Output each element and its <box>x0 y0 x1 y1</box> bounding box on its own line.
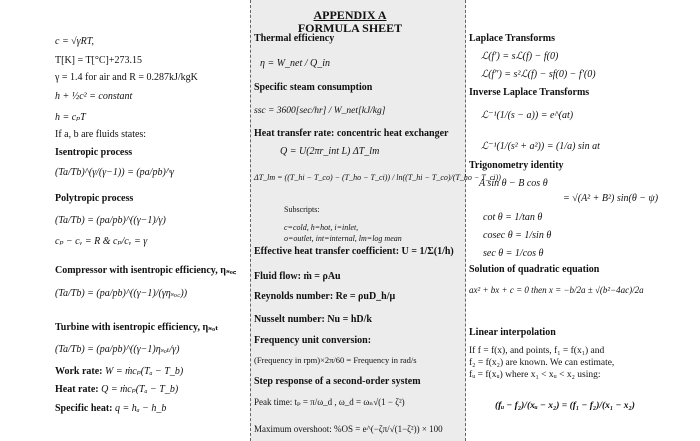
specific-heat-formula: q = hₐ − h_b <box>115 403 167 414</box>
fluid-flow: Fluid flow: ṁ = ρAu <box>254 271 341 282</box>
fluid-states-note: If a, b are fluids states: <box>55 129 147 140</box>
steam-consumption-heading: Specific steam consumption <box>254 82 373 93</box>
column-thermodynamics <box>0 0 250 441</box>
polytropic-heading: Polytropic process <box>55 193 134 204</box>
effective-htc: Effective heat transfer coefficient: U = 1/Σ(1/h) <box>254 246 454 257</box>
heat-transfer-formula: Q = U(2πr_int L) ΔT_lm <box>280 146 380 157</box>
subscripts-line-1: c=cold, h=hot, i=inlet, <box>284 223 359 232</box>
interpolation-text-3: fᵤ = f(xᵤ) where x₁ < xᵤ < x₂ using: <box>469 370 601 380</box>
specific-heat-label: Specific heat: <box>55 403 113 414</box>
quadratic-heading: Solution of quadratic equation <box>469 264 600 275</box>
stagnation-enthalpy: h + ½c² = constant <box>55 91 133 102</box>
laplace-first-derivative: ℒ(f′) = sℒ(f) − f(0) <box>481 51 559 62</box>
trig-identity-2: = √(A² + B²) sin(θ − ψ) <box>563 193 659 204</box>
isentropic-heading: Isentropic process <box>55 147 133 158</box>
thermal-efficiency-formula: η = W_net / Q_in <box>260 58 331 69</box>
trig-heading: Trigonometry identity <box>469 160 564 171</box>
peak-time-formula: Peak time: tₚ = π/ω_d , ω_d = ωₙ√(1 − ζ²) <box>254 397 405 407</box>
steam-consumption-formula: ssc = 3600[sec/hr] / W_net[kJ/kg] <box>254 106 386 116</box>
thermal-efficiency-heading: Thermal efficiency <box>254 33 335 44</box>
turbine-formula: (Ta/Tb) = (pa/pb)^((γ−1)ηₛₒₜ/γ) <box>55 344 180 355</box>
inverse-laplace-sin: ℒ⁻¹(1/(s² + a²)) = (1/a) sin at <box>481 141 600 152</box>
heat-transfer-heading: Heat transfer rate: concentric heat exchanger <box>254 128 449 139</box>
interpolation-text-2: f₂ = f(x₂) are known. We can estimate, <box>469 358 615 368</box>
turbine-heading: Turbine with isentropic efficiency, ηₛₒₜ <box>55 322 219 333</box>
sec-identity: sec θ = 1/cos θ <box>483 248 544 259</box>
laplace-heading: Laplace Transforms <box>469 33 556 44</box>
polytropic-formula: (Ta/Tb) = (pa/pb)^((γ−1)/γ) <box>55 215 166 226</box>
compressor-heading: Compressor with isentropic efficiency, ηₛₒ꜀ <box>55 265 237 276</box>
work-rate-formula: W = ṁcₚ(Tₐ − T_b) <box>105 366 184 377</box>
appendix-title: APPENDIX A <box>313 8 387 22</box>
subscripts-line-2: o=outlet, int=internal, lm=log mean <box>284 234 402 243</box>
inverse-laplace-exp: ℒ⁻¹(1/(s − a)) = e^(at) <box>481 110 574 121</box>
cot-identity: cot θ = 1/tan θ <box>483 212 543 223</box>
trig-identity-1: A sin θ − B cos θ <box>479 178 548 189</box>
quadratic-formula: ax² + bx + c = 0 then x = −b/2a ± √(b²−4ac)/2a <box>469 285 644 295</box>
interpolation-text-1: If f = f(x), and points, f₁ = f(x₁) and <box>469 346 605 356</box>
frequency-heading: Frequency unit conversion: <box>254 335 372 346</box>
heat-rate-label: Heat rate: <box>55 384 99 395</box>
subscripts-label: Subscripts: <box>284 205 320 214</box>
reynolds-number: Reynolds number: Re = ρuD_h/μ <box>254 291 396 302</box>
speed-of-sound-formula: c = √γRT, <box>55 36 95 47</box>
nusselt-number: Nusselt number: Nu = hD/k <box>254 314 372 325</box>
temperature-conversion: T[K] = T[°C]+273.15 <box>55 55 143 66</box>
gamma-r-values: γ = 1.4 for air and R = 0.287kJ/kgK <box>55 72 198 83</box>
interpolation-heading: Linear interpolation <box>469 327 556 338</box>
lmtd-formula: ΔT_lm = ((T_hi − T_co) − (T_ho − T_ci)) / ln((T_hi − T_co)/(T_ho − T_ci)) <box>254 173 501 182</box>
isentropic-formula: (Ta/Tb)^(γ/(γ−1)) = (pa/pb)^γ <box>55 167 174 178</box>
max-overshoot-formula: Maximum overshoot: %OS = e^(−ζπ/√(1−ζ²)) × 100 <box>254 424 443 434</box>
formula-sheet-title: FORMULA SHEET <box>297 21 403 35</box>
column-heat-transfer <box>250 0 501 441</box>
step-response-heading: Step response of a second-order system <box>254 376 421 387</box>
work-rate-label: Work rate: <box>55 366 103 377</box>
cp-cv-relation: cₚ − cᵥ = R & cₚ/cᵥ = γ <box>55 236 148 247</box>
cosec-identity: cosec θ = 1/sin θ <box>483 230 552 241</box>
interpolation-formula: (fᵤ − f₂)/(xᵤ − x₂) = (f₁ − f₂)/(x₁ − x₂) <box>495 401 635 411</box>
inverse-laplace-heading: Inverse Laplace Transforms <box>469 87 590 98</box>
column-math <box>465 0 700 441</box>
enthalpy-formula: h = cₚT <box>55 112 86 123</box>
compressor-formula: (Ta/Tb) = (pa/pb)^((γ−1)/(γηₛₒ꜀)) <box>55 288 188 299</box>
laplace-second-derivative: ℒ(f″) = s²ℒ(f) − sf(0) − f′(0) <box>481 69 596 80</box>
frequency-formula: (Frequency in rpm)×2π/60 = Frequency in rad/s <box>254 355 417 365</box>
heat-rate-formula: Q = ṁcₚ(Tₐ − T_b) <box>101 384 179 395</box>
